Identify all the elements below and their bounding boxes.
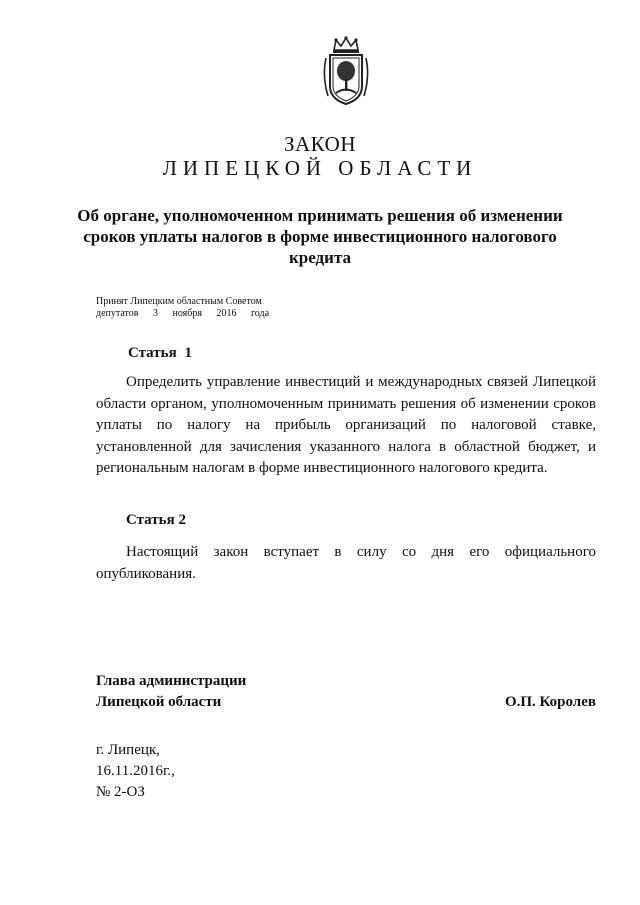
article-2-heading: Статья 2 <box>126 512 186 528</box>
place-of-signing: г. Липецк, <box>96 742 160 758</box>
law-subject-heading: Об органе, уполномоченном принимать решения об изменении сроков уплаты налогов в форме инвестиционного налогового кредита <box>77 206 563 267</box>
article-2-text: Настоящий закон вступает в силу со дня его официального опубликования. <box>96 544 596 582</box>
article-1-heading: Статья 1 <box>128 345 192 361</box>
region-title: ЛИПЕЦКОЙ ОБЛАСТИ <box>162 156 478 180</box>
coat-of-arms-icon <box>318 36 374 106</box>
signatory-region: Липецкой области <box>96 694 222 710</box>
adoption-note-line-1: Принят Липецким областным Советом <box>96 296 262 307</box>
article-1-text: Определить управление инвестиций и международных связей Липецкой области органом, уполномоченным принимать решения об изменении сроков уплаты по налогу на прибыль организаций по налоговой ставке, установленной для зачисления указанного налога в областной бюджет, и региональным налогам в форме инвестиционного налогового кредита. <box>96 374 596 476</box>
signatory-title: Глава администрации <box>96 673 247 689</box>
signing-date: 16.11.2016г., <box>96 763 175 779</box>
document-type-title: ЗАКОН <box>283 132 356 156</box>
adoption-note-line-2: депутатов 3 ноября 2016 года <box>96 308 270 319</box>
signatory-name: О.П. Королев <box>504 694 596 710</box>
law-number: № 2-ОЗ <box>96 784 145 800</box>
